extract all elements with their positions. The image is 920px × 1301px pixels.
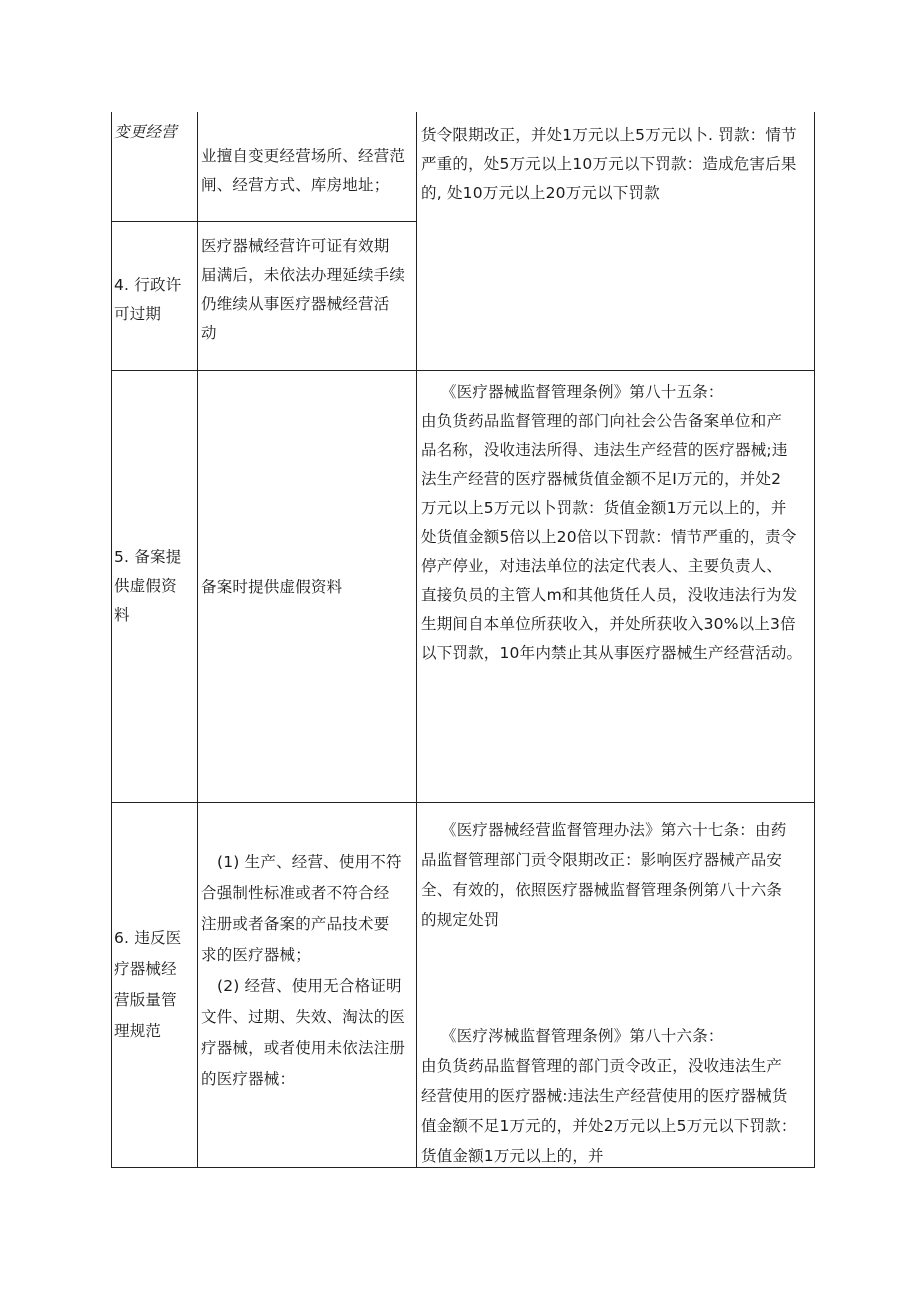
- text-line: 合强制性标准或者不符合经: [201, 884, 390, 902]
- text-line: 注册或者备案的产品技术要: [201, 915, 390, 933]
- text-line: 直接负员的主管人m和其他货任人员，没收违法行为发: [421, 586, 798, 604]
- text-line: 疗器械经: [114, 960, 177, 978]
- text-line: 备案时提供虚假资料: [201, 578, 343, 596]
- row4-conduct-cell: [201, 847, 405, 1095]
- text-line: 生期间自本单位所获收入，并处所获收入30%以上3倍: [421, 615, 796, 633]
- text-line: 动: [201, 324, 217, 342]
- text-line: 6. 违反医: [114, 929, 182, 947]
- text-line: 5. 备案提: [114, 548, 182, 566]
- text-line: 的规定处罚: [421, 911, 500, 929]
- row2-conduct-cell: [201, 232, 405, 348]
- text-line: (2) 经营、使用无合格证明: [217, 977, 402, 995]
- text-line: 理规范: [114, 1022, 162, 1040]
- text-line: 处货值金额5倍以上20倍以下罚款：情节严重的，责令: [421, 528, 797, 546]
- text-line: 《医疗器械经营监督管理办法》第六十七条：由药: [441, 821, 787, 839]
- text-line: 仍维续从事医疗器械经营活: [201, 295, 390, 313]
- text-line: 值金额不足1万元的，并处2万元以上5万元以下罚款：: [421, 1117, 797, 1135]
- text-line: (1) 生产、经营、使用不符: [217, 853, 402, 871]
- text-line: 可过期: [114, 305, 162, 323]
- text-line: 品名称，没收违法所得、违法生产经营的医疗器械;违: [421, 441, 788, 459]
- text-line: 由负货药品监督管理的部门贡令改正，没收违法生产: [421, 1057, 783, 1075]
- text-line: 以下罚款，10年内禁止其从事医疗器械生产经营活动。: [421, 644, 803, 662]
- text-line: 停产停业，对违法单位的法定代表人、主要负责人、: [421, 557, 783, 575]
- row4-penalty-cell-a: [421, 815, 786, 935]
- text-line: 医疗器械经营许可证有效期: [201, 237, 390, 255]
- row1-conduct-cell: [201, 142, 405, 200]
- text-line: 万元以上5万元以卜罚款：货值金额1万元以上的，并: [421, 499, 787, 517]
- row3-penalty-cell: [421, 378, 802, 668]
- table-border-right: [814, 112, 815, 1168]
- text-line: 货值金额1万元以上的，并: [421, 1147, 604, 1165]
- text-line: 全、有效的，依照医疗器械监督管理条例第八十六条: [421, 881, 783, 899]
- row1-violation-cell: [114, 118, 177, 147]
- text-line: 疗器械，或者使用未依法注册: [201, 1039, 406, 1057]
- text-line: 文件、过期、失效、淘汰的医: [201, 1008, 406, 1026]
- table-rule-2: [111, 370, 815, 371]
- table-border-col1: [197, 112, 198, 1168]
- table-rule-1: [111, 221, 417, 222]
- text-line: 闸、经营方式、库房地址；: [201, 176, 390, 194]
- row4-penalty-cell-b: [421, 1021, 797, 1171]
- table-border-left: [111, 112, 112, 1168]
- row4-violation-cell: [114, 923, 181, 1047]
- text-line: 严重的，处5万元以上10万元以下罚款：造成危害后果: [421, 155, 797, 173]
- text-line: 由负货药品监督管理的部门向社会公告备案单位和产: [421, 412, 783, 430]
- text-line: 营版量管: [114, 991, 177, 1009]
- row1-penalty-cell: [421, 121, 797, 208]
- text-line: 《医疗涔械监督管理条例》第八十六条：: [441, 1027, 724, 1045]
- table-rule-3: [111, 802, 815, 803]
- text-line: 届满后，未依法办理延续手续: [201, 266, 406, 284]
- text-line: 法生产经营的医疗器械货值金额不足I万元的，并处2: [421, 470, 782, 488]
- text-line: 4. 行政许: [114, 276, 182, 294]
- text-line: 求的医疗器械；: [201, 946, 311, 964]
- table-border-col2: [416, 112, 417, 1168]
- text-line: 的, 处10万元以上20万元以下罚款: [421, 184, 660, 202]
- row3-violation-cell: [114, 543, 181, 630]
- text-line: 品监督管理部门贡令限期改正：影响医疗器械产品安: [421, 851, 783, 869]
- text-line: 变更经营: [114, 123, 177, 141]
- text-line: 业擅自变更经营场所、经营范: [201, 147, 406, 165]
- text-line: 供虚假资: [114, 577, 177, 595]
- text-line: 货令限期改正，并处1万元以上5万元以卜. 罚款：情节: [421, 126, 797, 144]
- row3-conduct-cell: [201, 573, 342, 602]
- text-line: 经营使用的医疗器械:违法生产经营使用的医疗器械货: [421, 1087, 788, 1105]
- text-line: 料: [114, 606, 130, 624]
- row2-violation-cell: [114, 271, 181, 329]
- text-line: 的医疗器械：: [201, 1070, 296, 1088]
- text-line: 《医疗器械监督管理条例》第八十五条：: [441, 383, 724, 401]
